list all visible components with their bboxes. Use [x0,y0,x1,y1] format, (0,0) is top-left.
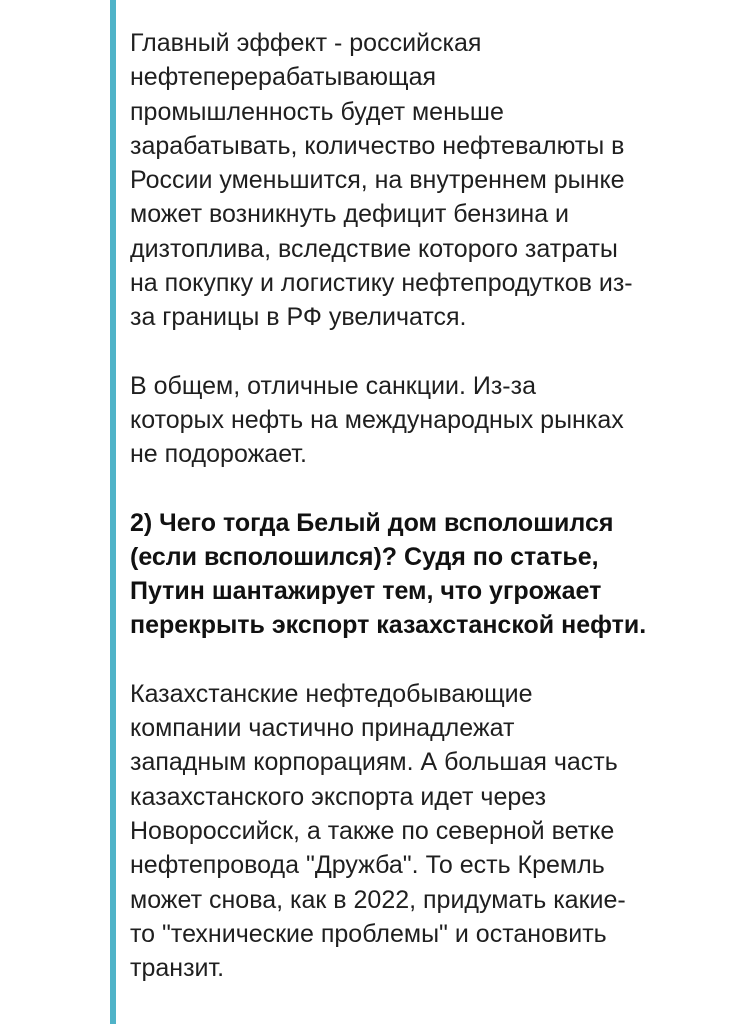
text-line: которых нефть на международных рынках [130,405,624,434]
text-line: (если всполошился)? Судя по статье, [130,542,599,571]
text-line: может возникнуть дефицит бензина и [130,200,570,229]
text-line: западным корпорациям. А большая часть [130,748,618,777]
text-line: России уменьшится, на внутреннем рынке [130,166,625,195]
text-line: Главный эффект - российская [130,29,482,57]
paragraph-3-question [130,506,720,643]
paragraph-4 [130,677,720,986]
text-line: В общем, отличные санкции. Из-за [130,371,536,400]
quote-accent-bar [110,0,116,1024]
text-line: дизтоплива, вследствие которого затраты [130,234,618,263]
text-line: не подорожает. [130,440,307,469]
message-text [130,26,720,1019]
text-line: промышленность будет меньше [130,97,504,126]
paragraph-1 [130,26,720,335]
text-line: на покупку и логистику нефтепродутков из- [130,269,633,298]
text-line: может снова, как в 2022, придумать какие- [130,885,626,914]
text-line: 2) Чего тогда Белый дом всполошился [130,508,614,537]
text-line: перекрыть экспорт казахстанской нефти. [130,611,647,640]
text-line: Новороссийск, а также по северной ветке [130,816,615,845]
text-line: то "технические проблемы" и остановить [130,919,607,948]
paragraph-2 [130,369,720,472]
text-line: транзит. [130,954,225,983]
text-line: зарабатывать, количество нефтевалюты в [130,131,625,160]
text-line: Путин шантажирует тем, что угрожает [130,577,602,606]
text-line: нефтепровода "Дружба". То есть Кремль [130,851,605,880]
text-line: за границы в РФ увеличатся. [130,303,467,332]
text-line: Казахстанские нефтедобывающие [130,679,533,708]
text-line: нефтеперерабатывающая [130,63,437,92]
text-line: компании частично принадлежат [130,714,515,743]
text-line: казахстанского экспорта идет через [130,782,547,811]
